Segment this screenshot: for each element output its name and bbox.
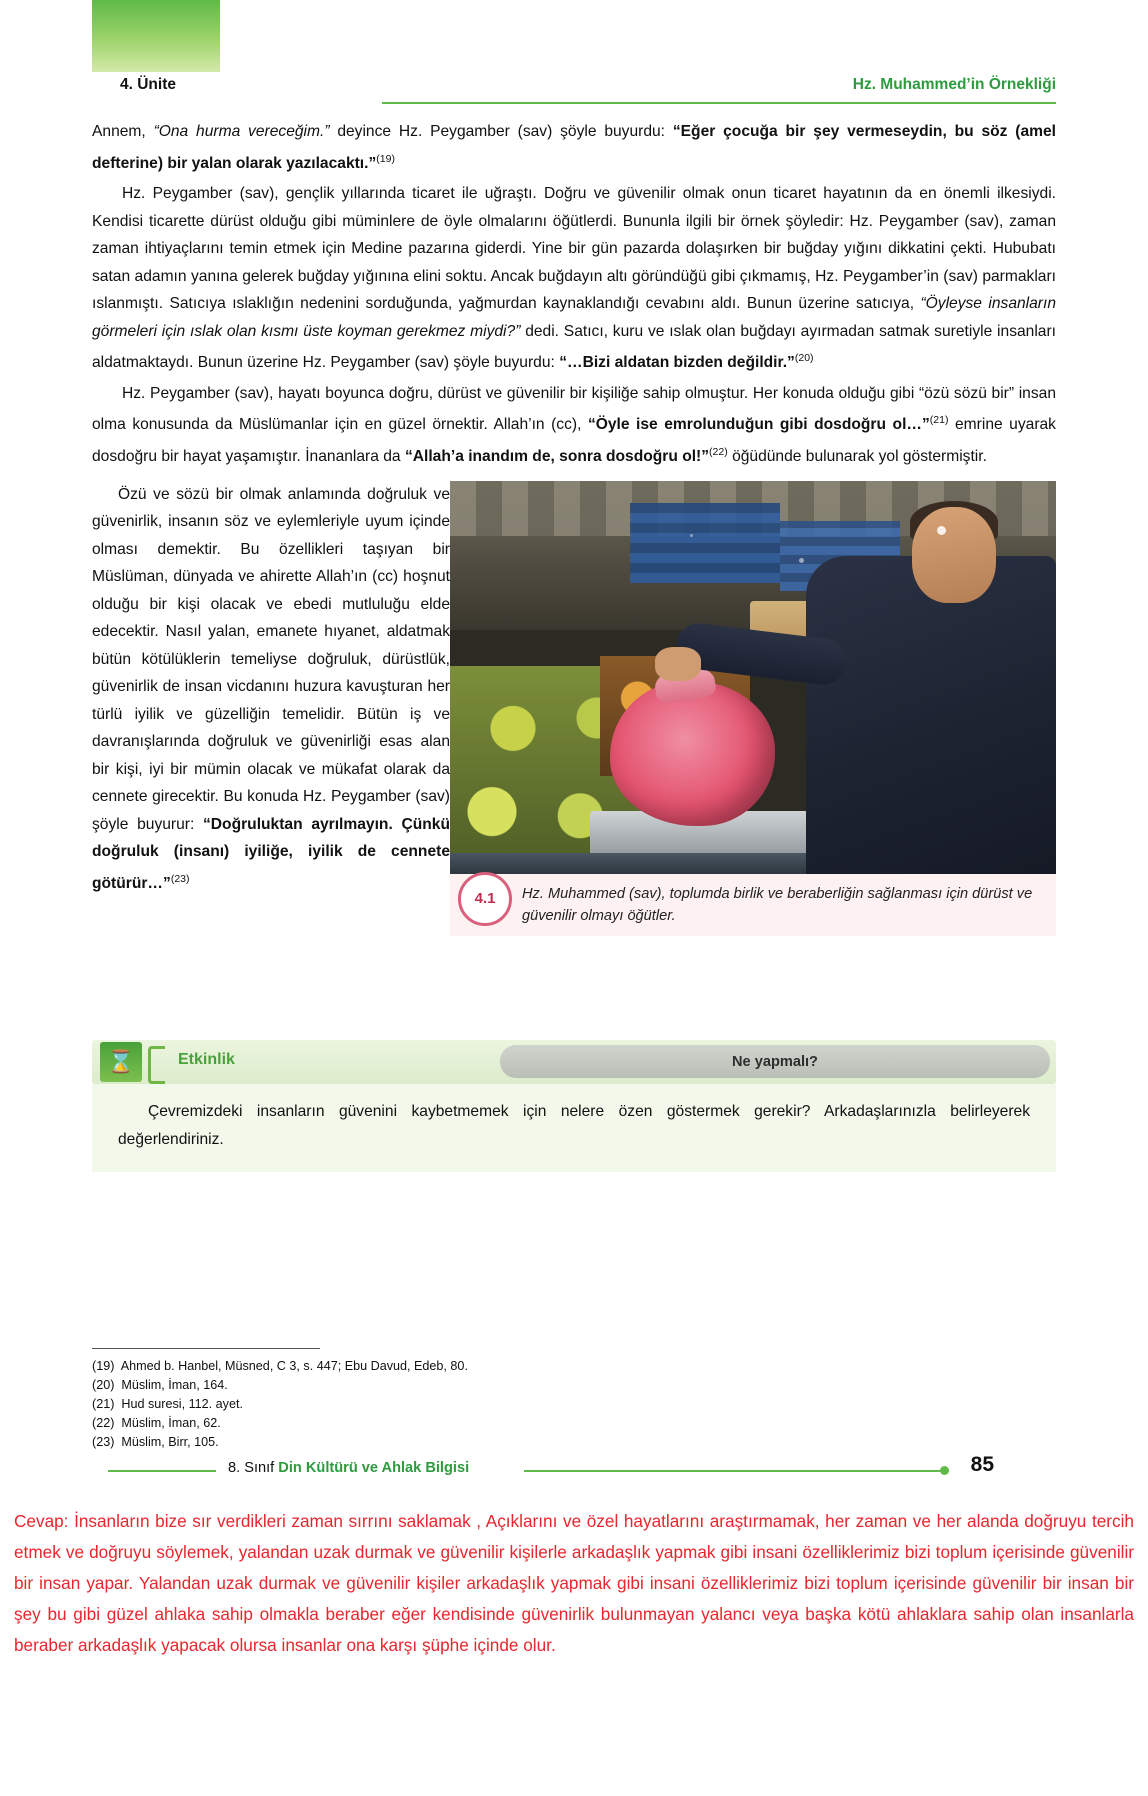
corner-decoration: [92, 0, 220, 72]
footnote-ref-20: (20): [794, 352, 814, 365]
p1-quote-1: “Ona hurma vereceğim.”: [153, 123, 330, 140]
p2-quote: “Öyleyse insanların görmeleri için ıslak olan kısmı üste koyman gerekmez miydi?”: [92, 295, 1056, 340]
footer-rule-left: [108, 1470, 216, 1472]
header-rule-gap: [92, 102, 382, 104]
page-header: [92, 72, 1056, 106]
activity-title: Etkinlik: [178, 1051, 235, 1068]
figure-caption-text: Hz. Muhammed (sav), toplumda birlik ve beraberliğin sağlanması için dürüst ve güvenilir olmayı öğütler.: [522, 885, 1033, 924]
market-photo: [450, 481, 1056, 874]
vendor-hand: [655, 647, 701, 681]
vendor-body: [806, 556, 1056, 874]
activity-question: Çevremizdeki insanların güvenini kaybetmemek için nelere özen göstermek gerekir? Arkadaşlarınızla belirleyerek değerlendiriniz.: [118, 1103, 1030, 1148]
figure-number-badge: 4.1: [458, 872, 512, 926]
footnote-item: (21) Hud suresi, 112. ayet.: [92, 1397, 243, 1411]
footnote-item: (20) Müslim, İman, 164.: [92, 1378, 228, 1392]
footnote-ref-23: (23): [170, 872, 190, 885]
blue-crates: [630, 503, 780, 583]
column-text: [92, 481, 450, 936]
footnote-ref-22: (22): [709, 446, 728, 459]
paragraph-3: [92, 380, 1056, 471]
text-figure-section: [92, 481, 1056, 936]
p2-part-a: Hz. Peygamber (sav), gençlik yıllarında ticaret ile uğraştı. Doğru ve güvenilir olmak onun ticaret hayatının da en önemli ilkesiydi. Kendisi ticarette dürüst olduğu gibi müminlere de öyle olmalarını öğütlerdi. Bununla ilgili bir örnek şöyledir: Hz. Peygamber (sav), zaman zaman ihtiyaçlarını temin etmek için Medine pazarına giderdi. Yine bir gün pazarda dolaşırken bir buğday yığını dikkatini çekti. Hububatı satan adamın yanına gelerek buğday yığınına elini soktu. Ancak buğdayın altı göründüğü gibi çıkmamış, Hz. Peygamber’in (sav) parmakları ıslanmıştı. Satıcıya ıslaklığın nedenini sorduğunda, yağmurdan kaynaklandığı cevabını aldı. Bunun üzerine satıcıya,: [92, 185, 1056, 313]
figure-block: [450, 481, 1056, 936]
paragraph-4: [92, 481, 450, 898]
handwritten-answer: Cevap: İnsanların bize sır verdikleri zaman sırrını saklamak , Açıklarını ve özel hayatlarını araştırmamak, her zaman ve her alanda doğruyu tercih etmek ve doğruyu söylemek, yalandan uzak durmak ve güvenilir kişilerle arkadaşlık yapmak gibi insani özelliklerimiz bizi toplum içerisinde güvenilir bir insan yapar. Yalandan uzak durmak ve güvenilir kişiler arkadaşlık yapmak gibi insani özelliklerimiz bizi toplum içerisinde güvenilir bir insan bir şey bu gibi güzel ahlaka sahip olmakla beraber eğer kendisinde güvenirlik bulunmayan yalancı veya başka kötü ahlaklara sahip olan insanlarla beraber arkadaşlık yapacak olursa insanlar ona karşı şüphe içinde olur.: [14, 1511, 1134, 1655]
p3-hadith: “Allah’a inandım de, sonra dosdoğru ol!”: [404, 448, 710, 466]
paragraph-1: [92, 118, 1056, 177]
activity-prompt-pill: Ne yapmalı?: [500, 1045, 1050, 1078]
p1-hadith: “Eğer çocuğa bir şey vermeseydin, bu söz (amel defterine) bir yalan olarak yazılacaktı.”: [92, 123, 1057, 172]
footnote-ref-21: (21): [929, 414, 949, 427]
footnote-item: (22) Müslim, İman, 62.: [92, 1416, 221, 1430]
chapter-title: Hz. Muhammed’in Örnekliği: [852, 76, 1056, 93]
unit-label: 4. Ünite: [120, 76, 176, 93]
footer-dot: [940, 1466, 949, 1475]
footer-text: [228, 1460, 469, 1476]
p4-hadith: “Doğruluktan ayrılmayın. Çünkü doğruluk (insanı) iyiliğe, iyilik de cennete götürür…”: [92, 815, 450, 892]
p4-part-a: Özü ve sözü bir olmak anlamında doğruluk ve güvenirlik, insanın söz ve eylemleriyle uyum içinde olması demektir. Bu özellikleri taşıyan bir Müslüman, dünyada ve ahirette Allah’ın (cc) hoşnut olduğu bir kişi olacak ve ebedi mutluluğu elde edecektir. Nasıl yalan, emanete hıyanet, aldatmak bütün kötülüklerin temeliyse doğruluk, dürüstlük, güvenirlik de insan vicdanını huzura kavuşturan her türlü iyilik ve güzelliğin temelidir. Bütün iş ve davranışlarında doğruluk ve güvenirliği esas alan bir kişi, iyi bir mümin olacak ve mükafat olarak da cennete girecektir. Bu konuda Hz. Peygamber (sav) şöyle buyurur:: [92, 485, 450, 833]
p1-part-c: deyince Hz. Peygamber (sav) şöyle buyurdu:: [329, 123, 673, 140]
footnote-ref-19: (19): [376, 152, 395, 165]
vendor-head: [912, 507, 996, 603]
bracket-decoration: [148, 1046, 165, 1084]
activity-header: [92, 1040, 1056, 1084]
footnote-item: (19) Ahmed b. Hanbel, Müsned, C 3, s. 447; Ebu Davud, Edeb, 80.: [92, 1359, 468, 1373]
p2-hadith: “…Bizi aldatan bizden değildir.”: [559, 354, 795, 372]
main-content: [92, 118, 1056, 936]
activity-box: [92, 1040, 1056, 1172]
light-glare: [937, 526, 946, 535]
pink-produce-bag: [610, 681, 775, 826]
p3-part-e: öğüdünde bulunarak yol göstermiştir.: [727, 448, 987, 466]
p1-part-a: Annem,: [92, 123, 154, 140]
p2-part-c: dedi. Satıcı, kuru ve ıslak olan buğdayı ayırmadan satmak suretiyle insanları aldatmaktaydı. Bunun üzerine Hz. Peygamber (sav) şöyle buyurdu:: [92, 322, 1056, 372]
activity-body: [92, 1084, 1056, 1172]
footer-course: Din Kültürü ve Ahlak Bilgisi: [278, 1460, 470, 1476]
footnotes-rule: [92, 1348, 320, 1349]
footer-grade: 8. Sınıf: [228, 1460, 279, 1476]
paragraph-2: [92, 180, 1056, 377]
footer-rule-right: [524, 1470, 942, 1472]
hourglass-icon: ⌛: [100, 1042, 142, 1082]
p3-verse-1: “Öyle ise emrolunduğun gibi dosdoğru ol…”: [587, 416, 930, 434]
p3-part-a: Hz. Peygamber (sav), hayatı boyunca doğru, dürüst ve güvenilir bir kişiliğe sahip olmuştur. Her konuda olduğu gibi “özü sözü bir” insan olma konusunda da Müslümanlar için en güzel örnektir. Allah’ın (cc),: [92, 384, 1056, 434]
page-number: 85: [970, 1453, 994, 1476]
page-footer: [92, 1453, 1056, 1486]
footnotes-block: [92, 1348, 592, 1452]
figure-caption-block: [450, 874, 1056, 936]
p3-part-c: emrine uyarak dosdoğru bir hayat yaşamıştır. İnananlara da: [92, 416, 1056, 466]
footnote-item: (23) Müslim, Birr, 105.: [92, 1435, 219, 1449]
